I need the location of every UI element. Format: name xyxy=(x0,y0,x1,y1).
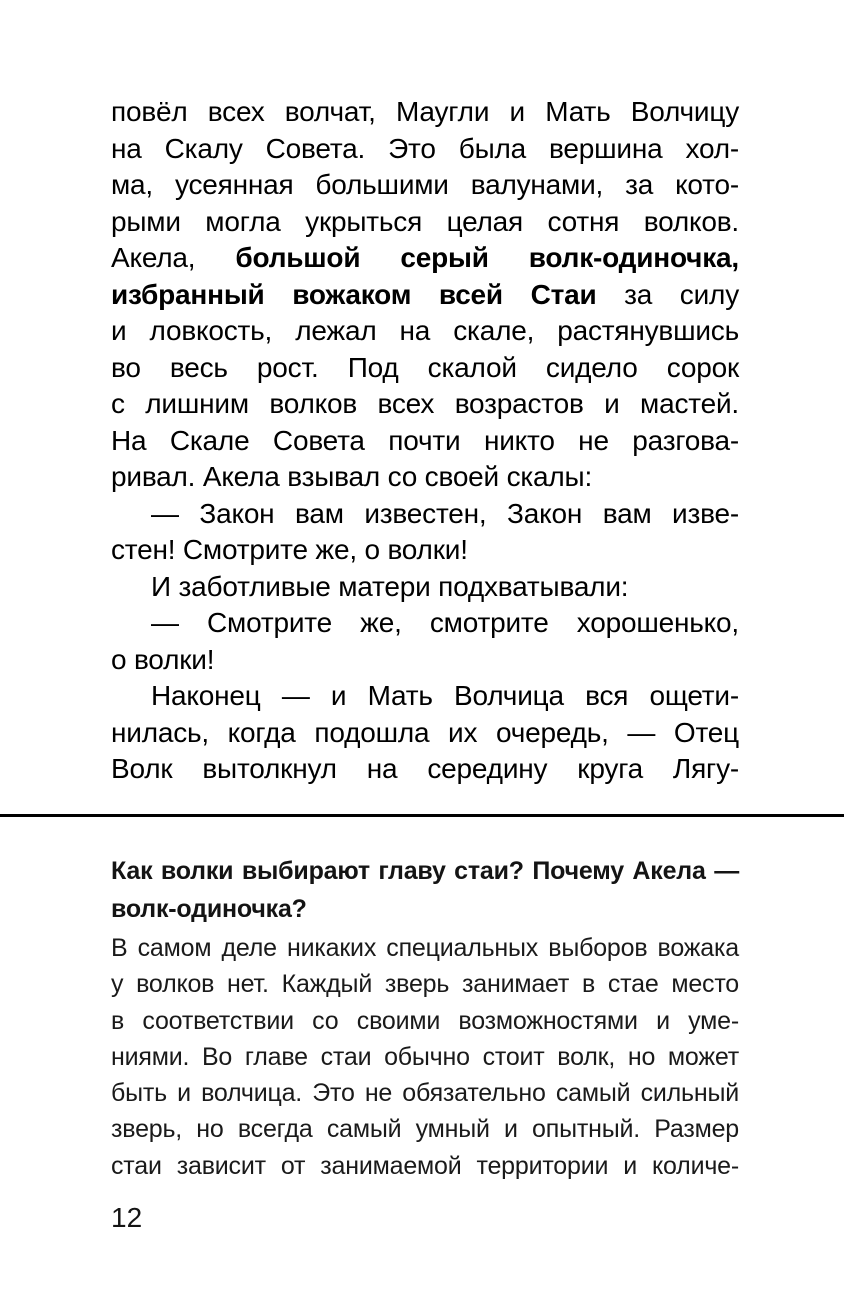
text-line xyxy=(111,1003,739,1039)
text-segment: на Скалу Совета. Это была вершина хол- xyxy=(111,132,739,164)
text-line xyxy=(111,459,739,496)
text-segment: ма, усеянная большими валунами, за кото- xyxy=(111,169,739,200)
text-segment: рыми могла укрыться целая сотня волков. xyxy=(111,205,739,237)
text-segment: волк-одиночка? xyxy=(111,895,307,923)
text-segment: Акела, xyxy=(111,242,236,273)
text-line xyxy=(111,852,739,890)
text-segment: ниями. Во главе стаи обычно стоит волк, но может xyxy=(111,1042,739,1071)
text-line xyxy=(111,94,739,131)
text-line xyxy=(111,350,739,387)
bold-text-segment: избранный вожаком всей Стаи xyxy=(111,278,597,310)
text-segment: с лишним волков всех возрастов и мастей. xyxy=(111,388,739,419)
text-segment: о волки! xyxy=(111,643,215,675)
text-line xyxy=(111,386,739,423)
text-segment: в соответствии со своими возможностями и уме- xyxy=(111,1006,739,1035)
text-segment: Наконец — и Мать Волчица вся ощети- xyxy=(151,680,739,711)
text-line xyxy=(111,167,739,204)
text-segment: и ловкость, лежал на скале, растянувшись xyxy=(111,315,739,346)
text-segment: — Закон вам известен, Закон вам изве- xyxy=(151,497,739,529)
text-segment: Волк вытолкнул на середину круга Лягу- xyxy=(111,753,739,784)
text-line xyxy=(111,131,739,168)
text-segment: нилась, когда подошла их очередь, — Отец xyxy=(111,716,739,748)
text-segment: ривал. Акела взывал со своей скалы: xyxy=(111,461,593,492)
section-divider xyxy=(0,814,844,817)
page-number: 12 xyxy=(111,1202,143,1233)
text-line xyxy=(111,569,739,606)
text-segment: во весь рост. Под скалой сидело сорок xyxy=(111,351,739,383)
text-line xyxy=(111,1148,739,1184)
text-line xyxy=(111,423,739,460)
text-line xyxy=(111,496,739,533)
text-line xyxy=(111,532,739,569)
commentary-body xyxy=(111,930,739,1184)
text-segment: стен! Смотрите же, о волки! xyxy=(111,534,468,565)
text-line xyxy=(111,930,739,966)
text-line xyxy=(111,715,739,752)
text-segment: Как волки выбирают главу стаи? Почему Акела — xyxy=(111,857,739,885)
text-line xyxy=(111,966,739,1002)
text-segment: На Скале Совета почти никто не разгова- xyxy=(111,424,739,456)
text-segment: у волков нет. Каждый зверь занимает в стае место xyxy=(111,970,739,999)
commentary-heading xyxy=(111,852,739,928)
text-line xyxy=(111,605,739,642)
text-line xyxy=(111,277,739,314)
text-line xyxy=(111,204,739,241)
text-segment: за силу xyxy=(596,278,739,310)
text-line xyxy=(111,240,739,277)
text-segment: В самом деле никаких специальных выборов вожака xyxy=(111,934,739,962)
text-line xyxy=(111,751,739,788)
text-segment: стаи зависит от занимаемой территории и количе- xyxy=(111,1151,739,1180)
text-line xyxy=(111,1075,739,1111)
main-text-block xyxy=(111,94,739,788)
text-line xyxy=(111,1039,739,1075)
text-line xyxy=(111,678,739,715)
text-segment: повёл всех волчат, Маугли и Мать Волчицу xyxy=(111,96,739,127)
text-line xyxy=(111,890,739,928)
bold-text-segment: большой серый волк-одиночка, xyxy=(235,242,739,273)
text-segment: И заботливые матери подхватывали: xyxy=(151,570,629,602)
text-line xyxy=(111,642,739,679)
text-segment: быть и волчица. Это не обязательно самый сильный xyxy=(111,1079,739,1108)
text-line xyxy=(111,1111,739,1147)
text-line xyxy=(111,313,739,350)
text-segment: — Смотрите же, смотрите хорошенько, xyxy=(151,607,739,638)
text-segment: зверь, но всегда самый умный и опытный. Размер xyxy=(111,1115,739,1144)
